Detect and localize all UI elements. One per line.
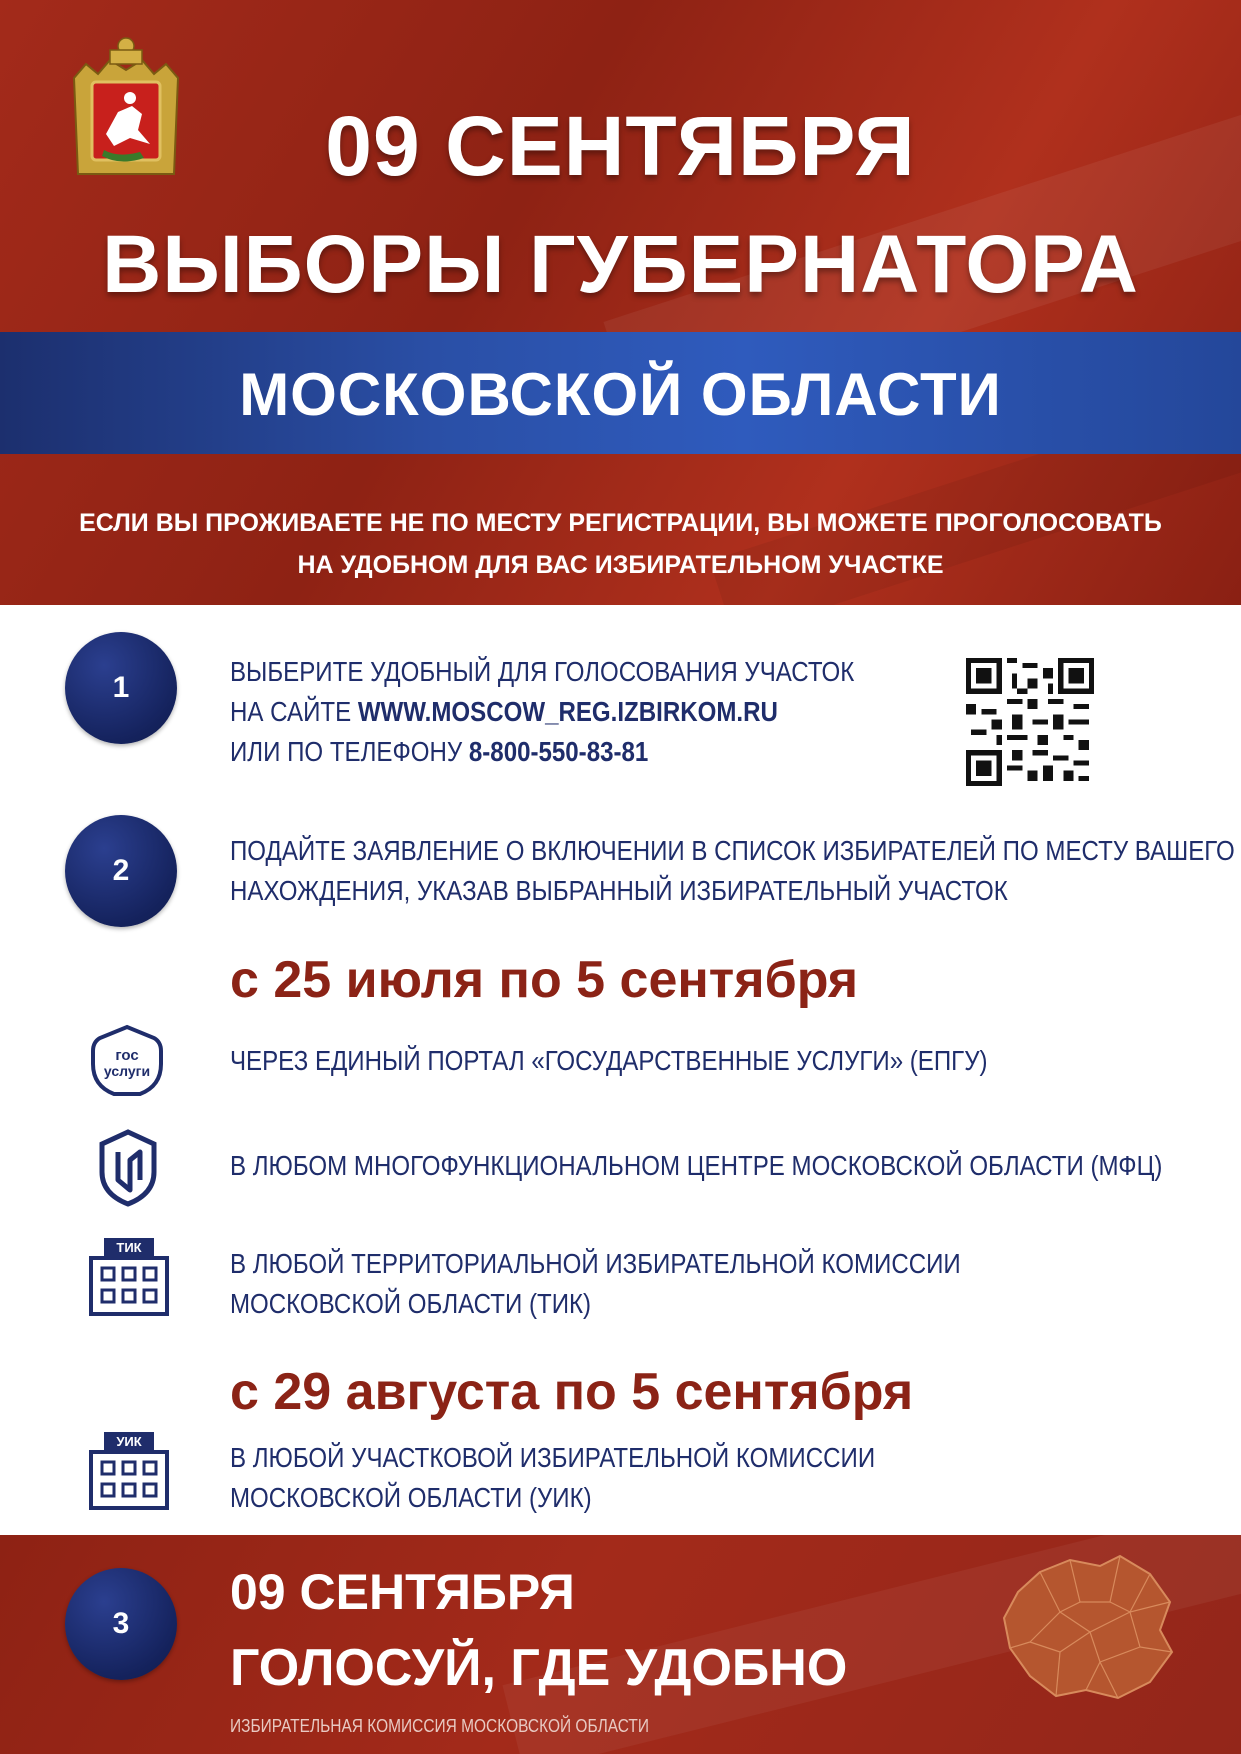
footer-organization: ИЗБИРАТЕЛЬНАЯ КОМИССИЯ МОСКОВСКОЙ ОБЛАСТИ — [230, 1716, 650, 1736]
step-2-text — [230, 831, 1235, 911]
header-title: ВЫБОРЫ ГУБЕРНАТОРА — [102, 219, 1139, 310]
method-gosuslugi-text: ЧЕРЕЗ ЕДИНЫЙ ПОРТАЛ «ГОСУДАРСТВЕННЫЕ УСЛУГИ» (ЕПГУ) — [230, 1045, 988, 1076]
footer-slogan: ГОЛОСУЙ, ГДЕ УДОБНО — [230, 1639, 848, 1697]
step-1-line2 — [230, 692, 854, 732]
gosuslugi-label-bottom: услуги — [103, 1063, 151, 1079]
qr-code-icon[interactable] — [966, 658, 1094, 786]
step-number-3: 3 — [65, 1568, 177, 1680]
period-1: с 25 июля по 5 сентября — [230, 951, 859, 1009]
tik-label: ТИК — [116, 1240, 142, 1255]
tik-building-icon — [88, 1236, 170, 1318]
step-1-text — [230, 652, 854, 772]
uik-building-icon — [88, 1430, 170, 1512]
footer-date: 09 СЕНТЯБРЯ — [230, 1564, 575, 1620]
method-uik-text — [230, 1438, 875, 1518]
mfc-icon — [96, 1128, 160, 1208]
method-tik-line1: В ЛЮБОЙ ТЕРРИТОРИАЛЬНОЙ ИЗБИРАТЕЛЬНОЙ КОМИССИИ — [230, 1248, 961, 1279]
method-tik-line2: МОСКОВСКОЙ ОБЛАСТИ (ТИК) — [230, 1288, 592, 1319]
site-link[interactable]: WWW.MOSCOW_REG.IZBIRKOM.RU — [357, 696, 778, 727]
header-subtitle: ЕСЛИ ВЫ ПРОЖИВАЕТЕ НЕ ПО МЕСТУ РЕГИСТРАЦИИ, ВЫ МОЖЕТЕ ПРОГОЛОСОВАТЬ НА УДОБНОМ ДЛЯ ВАС ИЗБИРАТЕЛЬНОМ УЧАСТКЕ — [79, 509, 1162, 579]
method-uik-line1: В ЛЮБОЙ УЧАСТКОВОЙ ИЗБИРАТЕЛЬНОЙ КОМИССИИ — [230, 1442, 876, 1473]
uik-label: УИК — [116, 1434, 142, 1449]
header-date: 09 СЕНТЯБРЯ — [325, 99, 916, 193]
period-2: с 29 августа по 5 сентября — [230, 1363, 914, 1421]
method-tik-text — [230, 1244, 961, 1324]
gosuslugi-label-top: гос — [115, 1047, 139, 1064]
step-1-phone-prefix: ИЛИ ПО ТЕЛЕФОНУ — [230, 736, 469, 767]
step-2-line1: ПОДАЙТЕ ЗАЯВЛЕНИЕ О ВКЛЮЧЕНИИ В СПИСОК ИЗБИРАТЕЛЕЙ ПО МЕСТУ ВАШЕГО — [230, 835, 1235, 866]
method-uik-line2: МОСКОВСКОЙ ОБЛАСТИ (УИК) — [230, 1482, 592, 1513]
step-number-1: 1 — [65, 632, 177, 744]
step-2-line2: НАХОЖДЕНИЯ, УКАЗАВ ВЫБРАННЫЙ ИЗБИРАТЕЛЬНЫЙ УЧАСТОК — [230, 875, 1008, 906]
gosuslugi-icon — [90, 1024, 164, 1098]
step-number-2: 2 — [65, 815, 177, 927]
step-1-line1: ВЫБЕРИТЕ УДОБНЫЙ ДЛЯ ГОЛОСОВАНИЯ УЧАСТОК — [230, 656, 855, 687]
step-1-line3 — [230, 732, 854, 772]
step-1-site-prefix: НА САЙТЕ — [230, 696, 358, 727]
method-mfc-text: В ЛЮБОМ МНОГОФУНКЦИОНАЛЬНОМ ЦЕНТРЕ МОСКОВСКОЙ ОБЛАСТИ (МФЦ) — [230, 1150, 1163, 1181]
moscow-region-map-icon — [1000, 1552, 1175, 1702]
header-region: МОСКОВСКОЙ ОБЛАСТИ — [239, 361, 1002, 428]
phone-number[interactable]: 8-800-550-83-81 — [468, 736, 649, 767]
